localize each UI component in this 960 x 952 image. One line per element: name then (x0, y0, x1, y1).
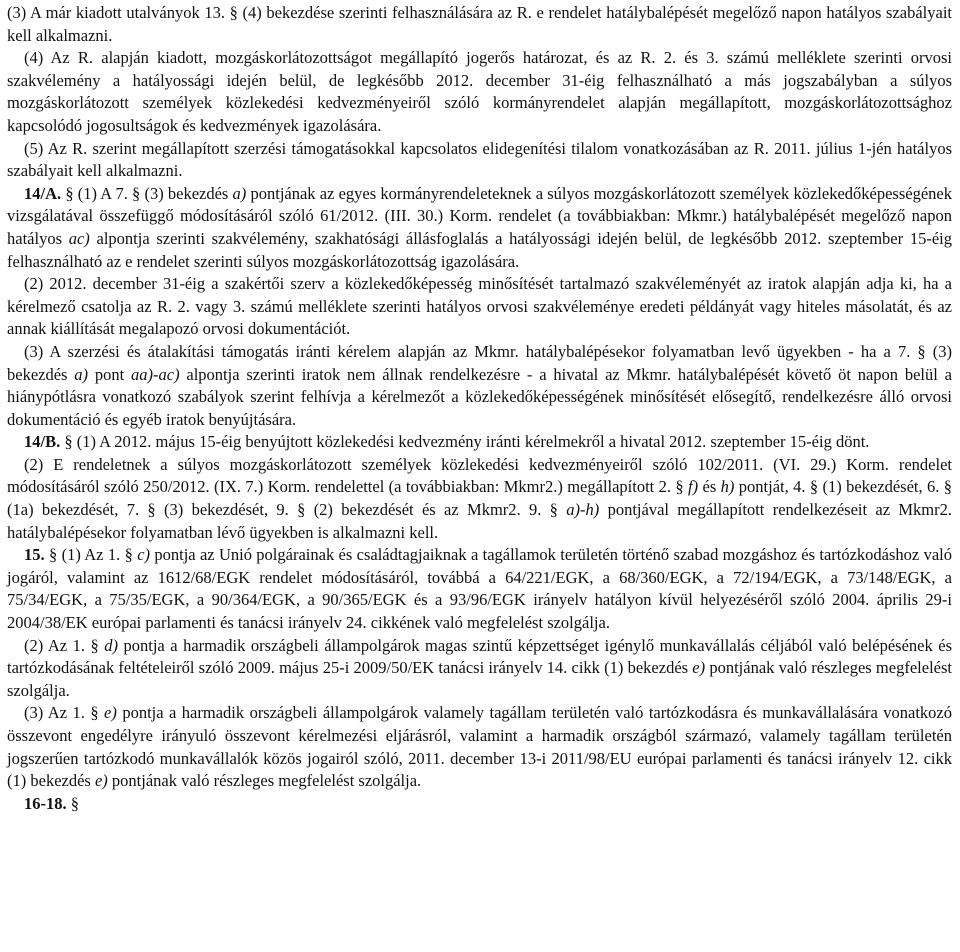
section-number: 15. (24, 545, 45, 565)
text-run: (3) A szerzési és átalakítási támogatás iránti kérelem alapján az Mkmr. hatálybalépésekor folyamatban levő ügyekben - ha a 7. § (3) bekezdés (7, 341, 952, 384)
text-run: (2) Az 1. § (24, 635, 105, 655)
text-run: h) (720, 477, 735, 497)
text-run: pontjának való részleges megfelelést szolgálja. (7, 658, 952, 700)
text-run: (3) Az 1. § (24, 703, 105, 723)
text-run: § (1) A 7. § (3) bekezdés (61, 183, 233, 203)
text-run: § (66, 793, 79, 813)
text-run: (5) Az R. szerint megállapított szerzési támogatásokkal kapcsolatos elidegenítési tilalom vonatkozásában az R. 2011. július 1-jén hatályos szabályait kell alkalmazni. (7, 138, 952, 181)
text-run: pontja az Unió polgárainak és családtagjaiknak a tagállamok területén történő szabad mozgáshoz és tartózkodáshoz való jogáról, valamint az 1612/68/EGK rendelet módosításáról, továbbá a 64/221/EGK, a 68/360/EGK, a 72/194/EGK, a 73/148/EGK, a 75/34/EGK, a 75/35/EGK, a 90/364/EGK, a 90/365/EGK és a 93/96/EGK irányelv hatályon kívül helyezéséről szóló 2004. április 29-i 2004/38/EK európai parlamenti és tanácsi irányelv 24. cikkének való megfelelést szolgálja. (7, 545, 952, 633)
text-run: ac) (68, 228, 90, 248)
text-run: § (1) A 2012. május 15-éig benyújtott közlekedési kedvezmény iránti kérelmekről a hivatal 2012. szeptember 15-éig dönt. (60, 432, 870, 452)
section-number: 14/B. (24, 432, 61, 452)
text-run: e) (104, 703, 117, 723)
section-number: 16-18. (24, 793, 67, 813)
text-run: pontját, 4. § (1) bekezdését, 6. § (1a) bekezdését, 7. § (3) bekezdését, 9. § (2) bekezdését és az Mkmr2. 9. § (7, 477, 952, 520)
text-run: pontjának az egyes kormányrendeleteknek a súlyos mozgáskorlátozott személyek közlekedőképességének vizsgálatával összefüggő módosításáról szóló 61/2012. (III. 30.) Korm. rendelet (a továbbiakban: Mkmr.) hatálybalépését megelőző napon hatályos (7, 183, 952, 248)
paragraph (7, 635, 952, 703)
text-run: f) (688, 477, 699, 497)
paragraph (7, 702, 952, 792)
text-run: (3) A már kiadott utalványok 13. § (4) bekezdése szerinti felhasználására az R. e rendelet hatálybalépését megelőző napon hatályos szabályait kell alkalmazni. (7, 3, 952, 45)
text-run: (2) 2012. december 31-éig a szakértői szerv a közlekedőképesség minősítését tartalmazó szakvéleményét az iratok alapján adja ki, ha a kérelmező csatolja az R. 2. vagy 3. számú melléklete szerinti hatályos orvosi szakvéleménye eredeti példányát vagy hiteles másolatát, és az annak kiállítását megalapozó orvosi dokumentációt. (7, 274, 952, 339)
section-number: 14/A. (24, 183, 62, 203)
text-run: e) (692, 658, 706, 678)
paragraph (7, 544, 952, 634)
paragraph (7, 793, 952, 816)
text-run: pontja a harmadik országbeli állampolgárok magas szintű képzettséget igénylő munkavállalás céljából való belépésének és tartózkodásának feltételeiről szóló 2009. május 25-i 2009/50/EK tanácsi irányelv 14. cikk (1) bekezdés (7, 635, 952, 678)
text-run: (4) Az R. alapján kiadott, mozgáskorlátozottságot megállapító jogerős határozat, és az R. 2. és 3. számú melléklete szerinti orvosi szakvélemény a hatályossági idején belül, de legkésőbb 2012. december 31-éig felhasználható a más jogszabályban a súlyos mozgáskorlátozott személyek közlekedési kedvezményeiről szóló kormányrendelet alapján megállapított, mozgáskorlátozottsághoz kapcsolódó jogosultságok és kedvezmények igazolására. (7, 48, 952, 135)
paragraph (7, 183, 952, 273)
text-run: és (698, 477, 721, 497)
text-run: § (1) Az 1. § (44, 545, 138, 565)
paragraph (7, 138, 952, 183)
text-run: pontjával megállapított rendelkezéseit az Mkmr2. hatálybalépésekor folyamatban lévő ügyekben is alkalmazni kell. (7, 500, 952, 542)
text-run: d) (104, 635, 118, 655)
text-run: e) (94, 771, 108, 791)
text-run: alpontja szerinti szakvélemény, szakhatósági állásfoglalás a hatályossági idején belül, de legkésőbb 2012. szeptember 15-éig felhasználható az e rendelet szerinti súlyos mozgáskorlátozottság igazolására. (7, 228, 952, 271)
paragraph (7, 47, 952, 137)
text-run: a) (74, 364, 89, 384)
text-run: pontjának való részleges megfelelést szolgálja. (107, 771, 422, 791)
text-run: a)-h) (566, 500, 600, 520)
text-run: (2) E rendeletnek a súlyos mozgáskorlátozott személyek közlekedési kedvezményeiről szóló 102/2011. (VI. 29.) Korm. rendelet módosításáról szóló 250/2012. (IX. 7.) Korm. rendelettel (a továbbiakban: Mkmr2.) megállapított 2. § (7, 454, 952, 497)
text-run: pont (88, 364, 132, 384)
text-run: alpontja szerinti iratok nem állnak rendelkezésre - a hivatal az Mkmr. hatálybalépését követő öt napon belül a hiánypótlásra vonatkozó szabályok szerint felhívja a kérelmezőt a közlekedőképességének minősítését elősegítő, rendelkezésre álló orvosi dokumentáció és egyéb iratok benyújtására. (7, 364, 952, 429)
paragraph (7, 431, 952, 454)
text-run: aa)-ac) (131, 364, 180, 384)
text-run: c) (137, 545, 151, 565)
paragraph (7, 2, 952, 47)
paragraph (7, 454, 952, 544)
paragraph (7, 341, 952, 431)
text-run: pontja a harmadik országbeli állampolgárok valamely tagállam területén való tartózkodásra és munkavállalására vonatkozó összevont engedélyre irányuló összevont kérelmezési eljárásról, valamint a harmadik országból származó, valamely tagállam területén jogszerűen tartózkodó munkavállalók közös jogairól szóló, 2011. december 13-i 2011/98/EU európai parlamenti és tanácsi irányelv 12. cikk (1) bekezdés (7, 703, 952, 791)
text-run: a) (232, 183, 247, 203)
paragraph (7, 273, 952, 341)
